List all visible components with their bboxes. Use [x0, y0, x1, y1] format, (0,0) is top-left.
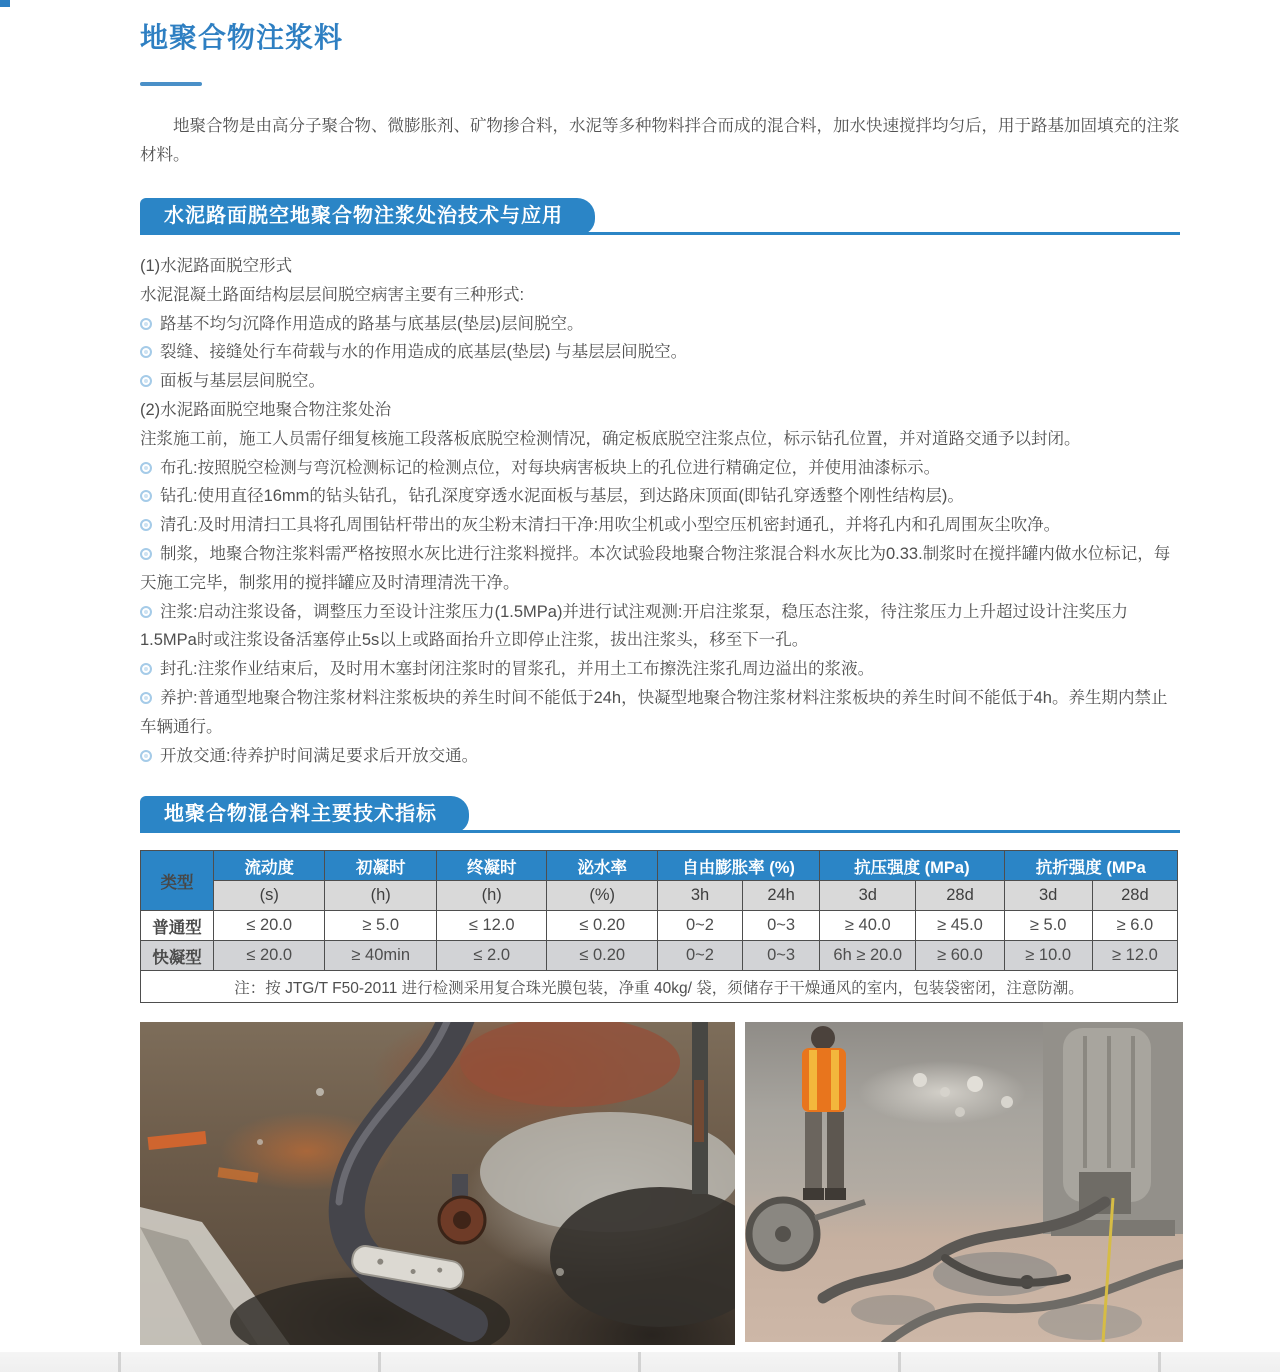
sub-cell: 3h [657, 881, 742, 911]
table-row-normal-type [141, 911, 1178, 941]
value-cell: ≥ 10.0 [1004, 941, 1092, 971]
value-cell: ≤ 12.0 [436, 911, 546, 941]
construction-site-illustration [745, 1022, 1183, 1342]
header-flexural-group: 抗折强度 (MPa [1004, 851, 1177, 881]
section-banner-specs [140, 796, 1180, 833]
text-line [140, 396, 1180, 425]
value-cell: ≥ 40min [325, 941, 437, 971]
text-line [140, 281, 1180, 310]
section-banner-technology [140, 198, 1180, 235]
header-bleeding: 泌水率 [547, 851, 657, 881]
list-item [140, 540, 1180, 598]
ring-bullet-icon [140, 318, 152, 330]
rubble-pile [913, 1073, 1013, 1117]
value-cell: 0~3 [743, 911, 820, 941]
list-item-text: 封孔:注浆作业结束后，及时用木塞封闭注浆时的冒浆孔，并用土工布擦洗注浆孔周边溢出的浆液。 [160, 660, 875, 679]
list-item [140, 310, 1180, 339]
ring-bullet-icon [140, 606, 152, 618]
text-line [140, 425, 1180, 454]
list-item [140, 655, 1180, 684]
page-content [140, 0, 1180, 1003]
value-cell: ≥ 5.0 [325, 911, 437, 941]
ring-bullet-icon [140, 462, 152, 474]
header-fluidity: 流动度 [213, 851, 325, 881]
header-initial-set: 初凝时 [325, 851, 437, 881]
list-item-text: 路基不均匀沉降作用造成的路基与底基层(垫层)层间脱空。 [160, 314, 584, 333]
value-cell: 0~3 [743, 941, 820, 971]
ring-bullet-icon [140, 519, 152, 531]
list-item-text: 钻孔:使用直径16mm的钻头钻孔，钻孔深度穿透水泥面板与基层，到达路床顶面(即钻孔穿透整个刚性结构层)。 [160, 487, 964, 506]
table-header-row [141, 851, 1178, 881]
value-cell: ≤ 20.0 [213, 941, 325, 971]
ring-bullet-icon [140, 750, 152, 762]
list-item-text: 清孔:及时用清扫工具将孔周围钻杆带出的灰尘粉末清扫干净:用吹尘机或小型空压机密封通孔，并将孔内和孔周围灰尘吹净。 [160, 516, 1061, 535]
next-page-edge [0, 1352, 1280, 1372]
intro-paragraph: 地聚合物是由高分子聚合物、微膨胀剂、矿物掺合料，水泥等多种物料拌合而成的混合料，加水快速搅拌均匀后，用于路基加固填充的注浆材料。 [140, 117, 1180, 164]
value-cell: ≥ 45.0 [916, 911, 1004, 941]
list-item [140, 684, 1180, 742]
list-item [140, 598, 1180, 656]
ring-bullet-icon [140, 346, 152, 358]
banner-tab-label: 地聚合物混合料主要技术指标 [140, 796, 469, 833]
table-row-rapid-type [141, 941, 1178, 971]
grouting-hole-photo [140, 1022, 735, 1345]
sub-cell: 3d [1004, 881, 1092, 911]
list-item-text: 裂缝、接缝处行车荷载与水的作用造成的底基层(垫层) 与基层层间脱空。 [160, 343, 688, 362]
ring-bullet-icon [140, 692, 152, 704]
value-cell: ≥ 5.0 [1004, 911, 1092, 941]
table-subheader-row [141, 881, 1178, 911]
banner-tab-label: 水泥路面脱空地聚合物注浆处治技术与应用 [140, 198, 595, 235]
header-type: 类型 [141, 851, 214, 911]
sub-cell: 3d [820, 881, 916, 911]
value-cell: ≥ 40.0 [820, 911, 916, 941]
specs-table [140, 850, 1178, 1003]
text: (2)水泥路面脱空地聚合物注浆处治 [140, 400, 392, 419]
value-cell: ≥ 60.0 [916, 941, 1004, 971]
unit-cell: (%) [547, 881, 657, 911]
technology-text-block [140, 252, 1180, 770]
row-type: 快凝型 [141, 941, 214, 971]
value-cell: 0~2 [657, 911, 742, 941]
list-item [140, 511, 1180, 540]
unit-cell: (s) [213, 881, 325, 911]
ring-bullet-icon [140, 548, 152, 560]
ring-bullet-icon [140, 375, 152, 387]
sub-cell: 28d [1092, 881, 1177, 911]
photo-row [140, 1022, 1183, 1345]
text: (1)水泥路面脱空形式 [140, 257, 293, 275]
list-item [140, 742, 1180, 771]
header-expansion-group: 自由膨胀率 (%) [657, 851, 819, 881]
list-item [140, 338, 1180, 367]
list-item-text: 制浆，地聚合物注浆料需严格按照水灰比进行注浆料搅拌。本次试验段地聚合物注浆混合料水灰比为0.33.制浆时在搅拌罐内做水位标记，每天施工完毕，制浆用的搅拌罐应及时清理清洗干净。 [140, 544, 1171, 592]
text: 注浆施工前，施工人员需仔细复核施工段落板底脱空检测情况，确定板底脱空注浆点位，标示钻孔位置，并对道路交通予以封闭。 [140, 429, 1081, 448]
value-cell: ≤ 2.0 [436, 941, 546, 971]
text: 水泥混凝土路面结构层层间脱空病害主要有三种形式: [140, 285, 525, 304]
ring-bullet-icon [140, 663, 152, 675]
worker [802, 1026, 846, 1200]
list-item [140, 454, 1180, 483]
row-type: 普通型 [141, 911, 214, 941]
drill-rod [692, 1022, 708, 1194]
list-item [140, 482, 1180, 511]
header-compressive-group: 抗压强度 (MPa) [820, 851, 1004, 881]
unit-cell: (h) [436, 881, 546, 911]
table-note: 注：按 JTG/T F50-2011 进行检测采用复合珠光膜包装，净重 40kg/ 袋，须储存于干燥通风的室内，包装袋密闭，注意防潮。 [141, 971, 1178, 1003]
list-item-text: 注浆:启动注浆设备，调整压力至设计注浆压力(1.5MPa)并进行试注观测:开启注浆泵，稳压态注浆，待注浆压力上升超过设计注奖压力1.5MPa时或注浆设备活塞停止5s以上或路面抬升立即停止注浆，拔出注浆头，移至下一孔。 [140, 602, 1129, 650]
value-cell: 6h ≥ 20.0 [820, 941, 916, 971]
wheelbarrow-wheel [749, 1200, 865, 1268]
value-cell: ≥ 6.0 [1092, 911, 1177, 941]
ring-bullet-icon [140, 490, 152, 502]
title-underline [140, 82, 202, 86]
construction-site-photo [745, 1022, 1183, 1342]
value-cell: ≤ 0.20 [547, 911, 657, 941]
page-title: 地聚合物注浆料 [140, 22, 344, 53]
scan-artifact [0, 0, 10, 7]
sub-cell: 28d [916, 881, 1004, 911]
text-line [140, 252, 1180, 281]
list-item-text: 面板与基层层间脱空。 [160, 372, 325, 391]
value-cell: 0~2 [657, 941, 742, 971]
sub-cell: 24h [743, 881, 820, 911]
value-cell: ≥ 12.0 [1092, 941, 1177, 971]
list-item [140, 367, 1180, 396]
injection-fitting [439, 1174, 485, 1243]
unit-cell: (h) [325, 881, 437, 911]
table-note-row [141, 971, 1178, 1003]
list-item-text: 布孔:按照脱空检测与弯沉检测标记的检测点位，对每块病害板块上的孔位进行精确定位，并使用油漆标示。 [160, 458, 941, 477]
list-item-text: 养护:普通型地聚合物注浆材料注浆板块的养生时间不能低于24h，快凝型地聚合物注浆材料注浆板块的养生时间不能低于4h。养生期内禁止车辆通行。 [140, 688, 1168, 736]
header-final-set: 终凝时 [436, 851, 546, 881]
value-cell: ≤ 20.0 [213, 911, 325, 941]
grouting-hole-illustration [140, 1022, 735, 1345]
value-cell: ≤ 0.20 [547, 941, 657, 971]
list-item-text: 开放交通:待养护时间满足要求后开放交通。 [160, 746, 479, 765]
